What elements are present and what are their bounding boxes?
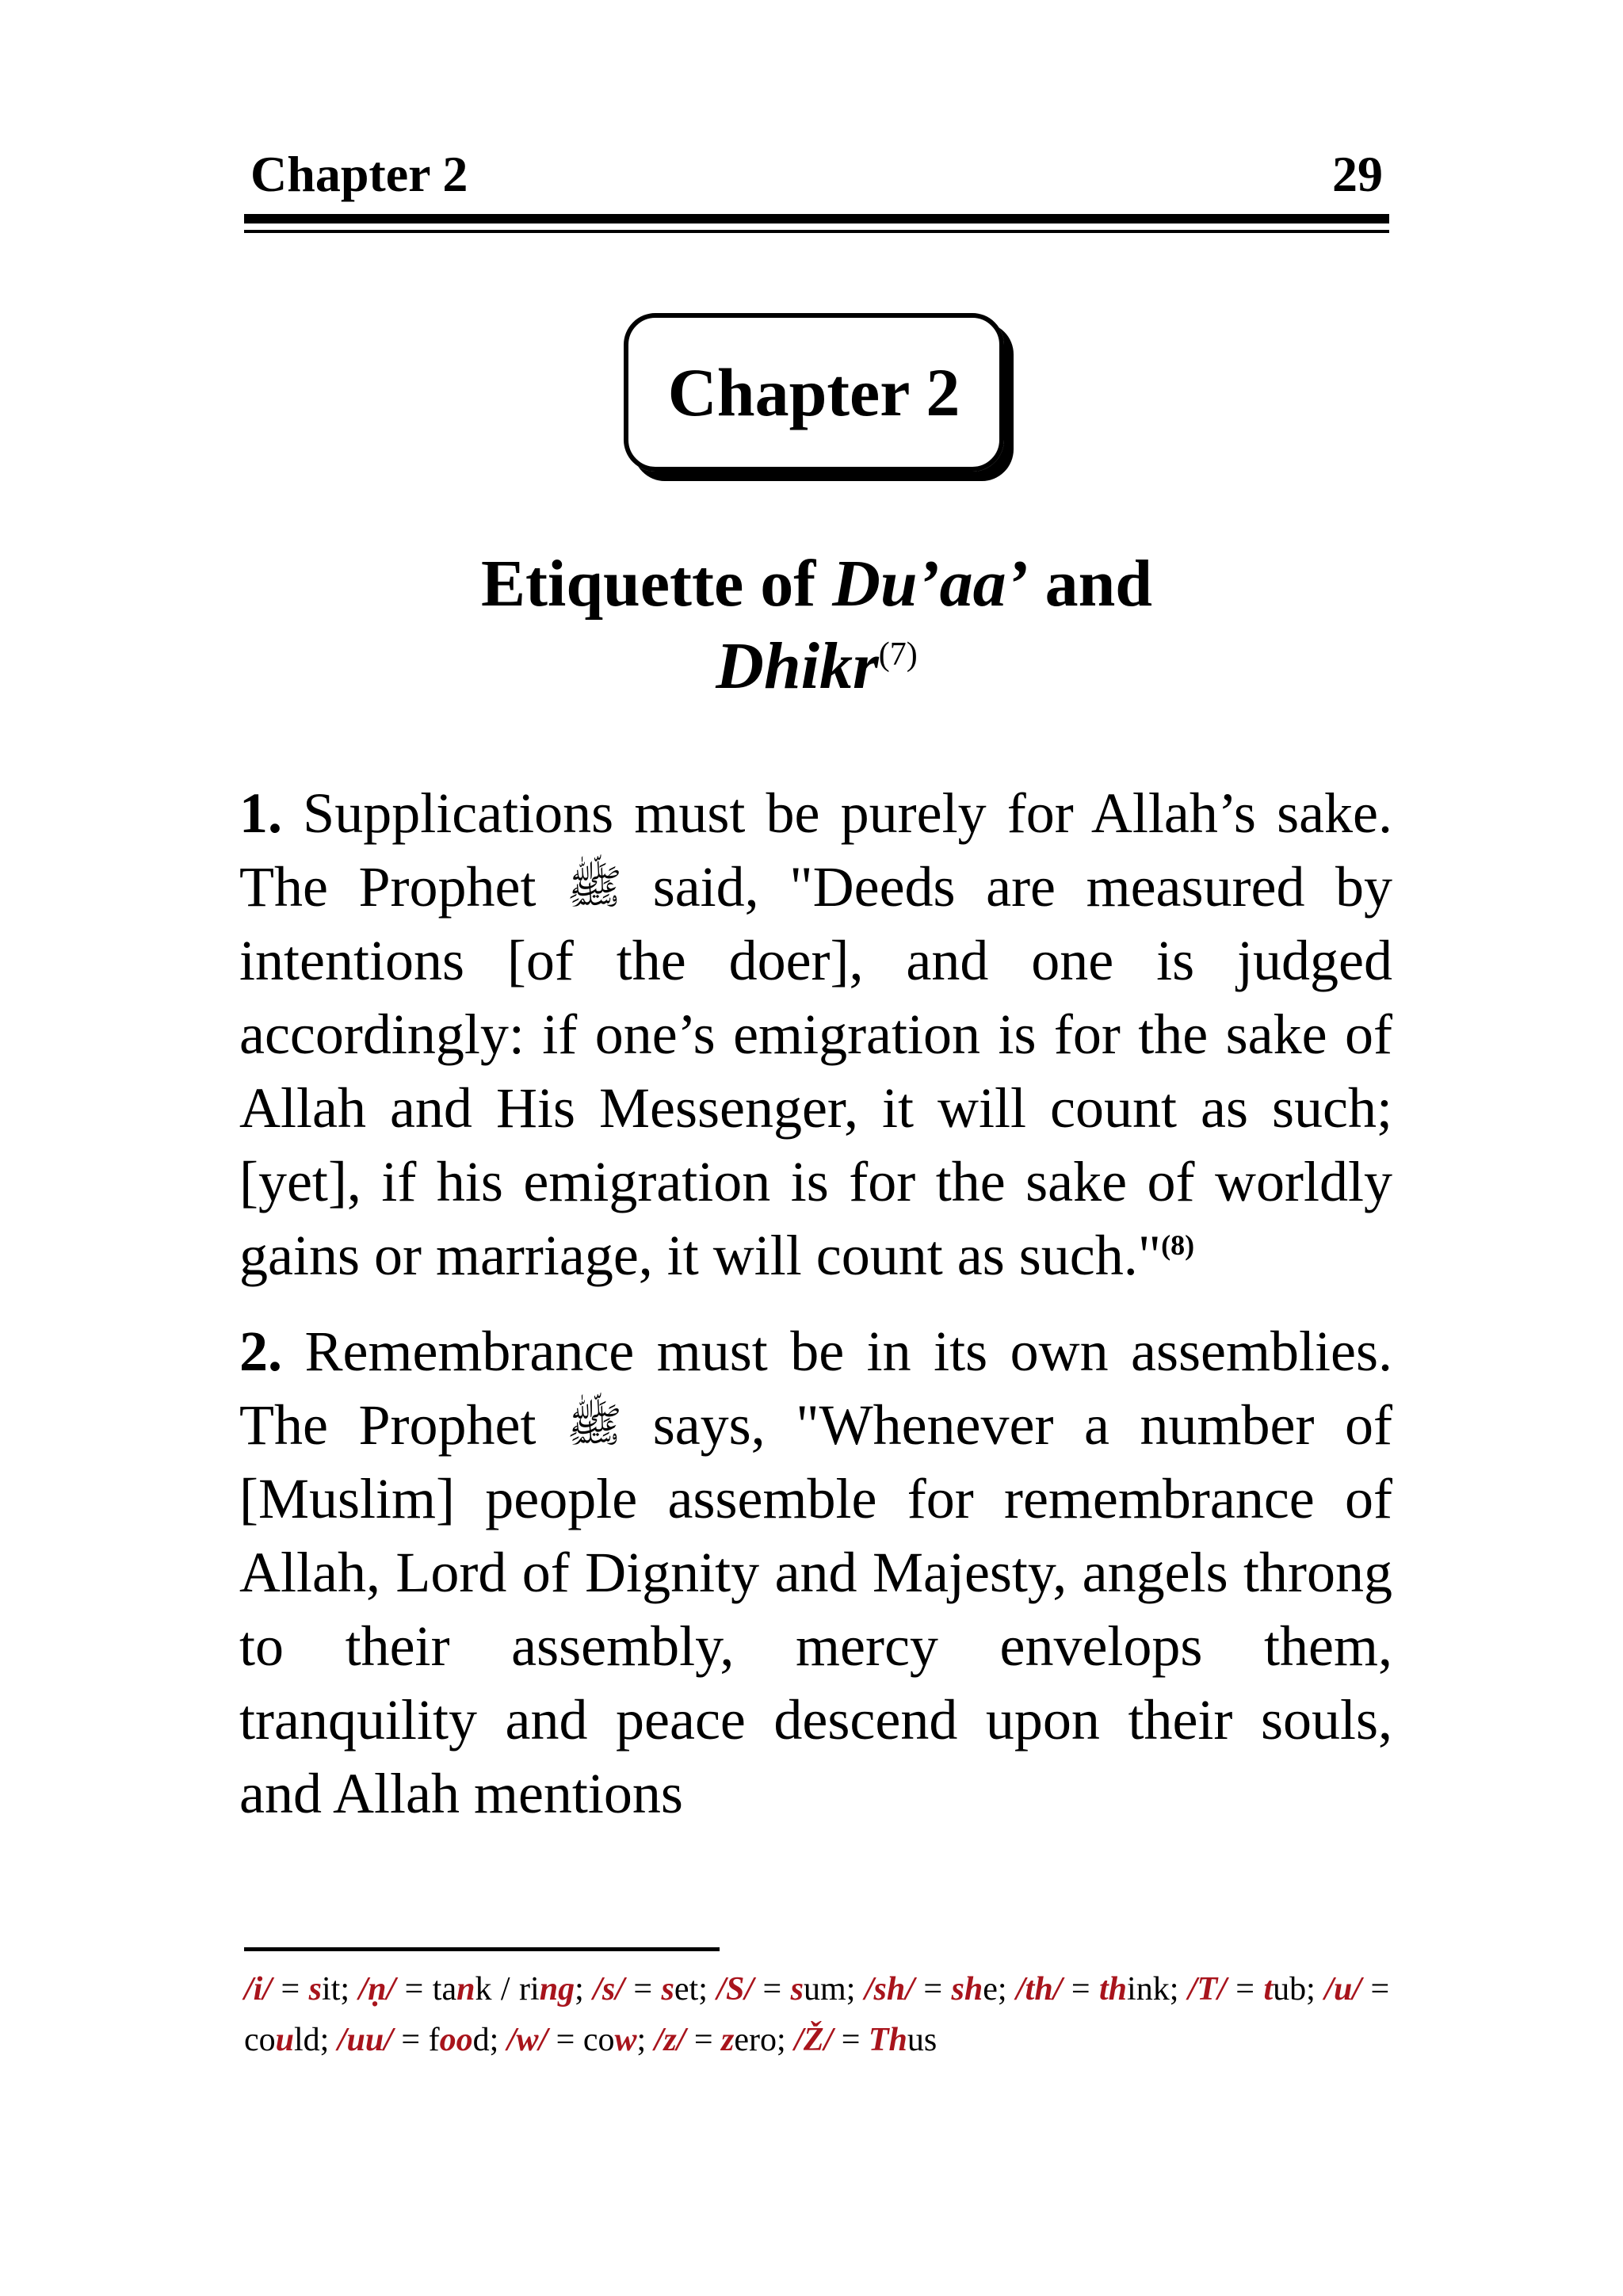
footnote-symbol: /i/ [244, 1971, 273, 2008]
footnote-equals: = [1062, 1971, 1099, 2008]
footnote-example-text: co [582, 2022, 615, 2058]
footnote-symbol: /z/ [654, 2022, 686, 2058]
pbuh-symbol-icon: ﷺ [567, 860, 623, 914]
footnote-example-text: k / ri [475, 1971, 540, 2008]
pbuh-symbol-icon: ﷺ [567, 1398, 623, 1452]
footnote-symbol: /S/ [716, 1971, 754, 2008]
footnote-example-text: f [428, 2022, 440, 2058]
footnote-example-text: it; [322, 1971, 359, 2008]
footnote-example-highlight: oo [439, 2022, 473, 2058]
footnote-symbol: /T/ [1187, 1971, 1227, 2008]
paragraph-number: 1. [239, 781, 282, 845]
footnote-example-text: ero; [734, 2022, 795, 2058]
footnote-example-highlight: sh [951, 1971, 983, 2008]
footnote-symbol: /Ž/ [794, 2022, 834, 2058]
chapter-badge-label: Chapter 2 [667, 354, 960, 430]
footnote-example-text: d; [472, 2022, 507, 2058]
footnote-example-text: ub; [1273, 1971, 1325, 2008]
paragraph-2 [239, 1315, 1392, 1831]
running-header [244, 146, 1389, 202]
footnote-equals: = [833, 2022, 869, 2058]
footnote-example-highlight: z [721, 2022, 735, 2058]
title-footnote-ref: (7) [878, 636, 918, 673]
paragraph-text: Supplications must be purely for Allah’s sake. The Prophet [239, 781, 1392, 919]
footnote-equals: = [548, 2022, 583, 2058]
header-rule-thin [244, 230, 1389, 233]
footnote-example-highlight: w [614, 2022, 637, 2058]
footnote-example-text: et; [674, 1971, 717, 2008]
paragraph-number: 2. [239, 1320, 282, 1383]
footnote-equals: = [624, 1971, 662, 2008]
footnote-example-text: ld; [294, 2022, 338, 2058]
footnote-equals: = [272, 1971, 309, 2008]
footnote-equals: = [685, 2022, 722, 2058]
page-number: 29 [1332, 146, 1383, 202]
footnote-symbol: /w/ [506, 2022, 548, 2058]
footnote-example-highlight: s [308, 1971, 322, 2008]
footnote-equals: = [395, 1971, 433, 2008]
footnote-example-text: us [907, 2022, 938, 2058]
paragraph-text: said, "Deeds are measured by intentions [of the doer], and one is judged accordingly: if one’s emigration is for the sake of Allah and His Messenger, it will count as such; [yet], if his emigration is for the sake of worldly gains or marriage, it will count as such." [239, 855, 1392, 1287]
footnote-symbol: /uu/ [337, 2022, 393, 2058]
footnote-equals: = [392, 2022, 429, 2058]
footnote-example-highlight: t [1263, 1971, 1274, 2008]
running-header-chapter: Chapter 2 [250, 146, 468, 202]
footnote-equals: = [754, 1971, 791, 2008]
paragraph-text: says, "Whenever a number of [Muslim] people assemble for remembrance of Allah, Lord of Dignity and Majesty, angels throng to their assembly, mercy envelops them, tranquility and peace descend upon their souls, and Allah mentions [239, 1393, 1392, 1825]
paragraph-text: Remembrance must be in its own assemblies. The Prophet [239, 1320, 1392, 1457]
header-rule-thick [244, 214, 1389, 223]
footnote-rule [244, 1947, 720, 1951]
footnote-symbol: /s/ [593, 1971, 624, 2008]
title-text-1: Etiquette of [480, 547, 833, 621]
footnote-equals: = [1226, 1971, 1264, 2008]
footnote-equals: = [1361, 1971, 1390, 2008]
footnote-example-text: ; [636, 2022, 655, 2058]
footnote-symbol: /sh/ [864, 1971, 915, 2008]
footnote-example-text: e; [983, 1971, 1016, 2008]
paragraph-footnote-ref: (8) [1161, 1229, 1195, 1261]
footnote-example-highlight: ng [539, 1971, 575, 2008]
footnote-example-text: ta [432, 1971, 457, 2008]
title-italic-duaa: Du’aa’ [832, 547, 1029, 621]
footnote-example-highlight: s [661, 1971, 674, 2008]
paragraph-1 [239, 777, 1392, 1293]
transliteration-footnote [244, 1964, 1389, 2065]
footnote-symbol: /u/ [1324, 1971, 1361, 2008]
title-text-2: and [1028, 547, 1153, 621]
footnote-example-highlight: s [790, 1971, 804, 2008]
footnote-example-highlight: u [275, 2022, 295, 2058]
footnote-example-text: co [244, 2022, 276, 2058]
footnote-example-text: ink; [1127, 1971, 1188, 2008]
title-italic-dhikr: Dhikr [716, 629, 879, 703]
footnote-example-text: um; [804, 1971, 865, 2008]
body-text [239, 777, 1392, 1853]
footnote-example-highlight: Th [868, 2022, 907, 2058]
footnote-symbol: /ṇ/ [358, 1971, 396, 2008]
footnote-example-highlight: th [1099, 1971, 1128, 2008]
footnote-example-text: ; [575, 1971, 594, 2008]
footnote-example-highlight: n [456, 1971, 475, 2008]
chapter-badge [624, 313, 1004, 472]
footnote-symbol: /th/ [1016, 1971, 1063, 2008]
chapter-title [244, 543, 1389, 708]
footnote-equals: = [914, 1971, 952, 2008]
